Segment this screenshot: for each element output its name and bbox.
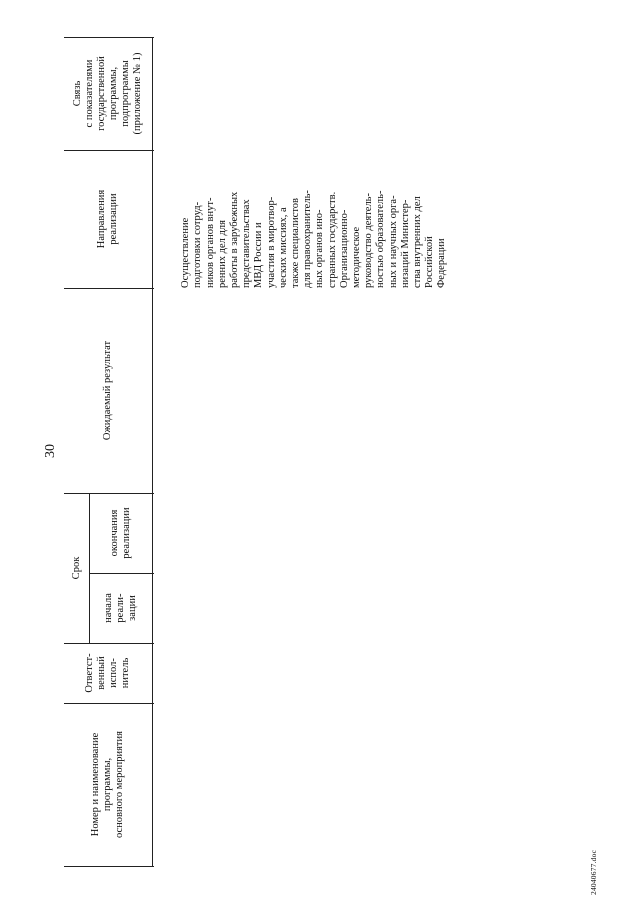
directions-cell-text: Осуществление подготовки сотруд- ников органов внут- ренних дел для работы в зарубежных представительствах МВД России и участия в миротвор- ческих миссиях, а также специалистов для правоохранитель- ных органов ино- странных государств. Организационно- методическое руководство деятель- ностью образователь- ных и научных орга- низаций Министер- ства внутренних дел Российской Федерации (180, 190, 448, 288)
header-term: Срок (70, 556, 82, 580)
table-border-bottom (64, 866, 154, 867)
header-directions: Направления реализации (96, 189, 119, 249)
header-expected-result: Ожидаемый результат (102, 340, 113, 441)
header-term-start: начала реали- зации (102, 593, 138, 623)
header-program: Номер и наименование программы, основного мероприятия (90, 731, 125, 838)
header-link: Связь с показателями государственной программы, подпрограммы (приложение № 1) (72, 52, 143, 135)
header-responsible: Ответст- венный испол- нитель (84, 653, 131, 693)
page-number-text: 30 (43, 444, 58, 458)
header-bottom-border (152, 37, 153, 866)
document-code: 24040677.doc (589, 849, 598, 895)
page-number (43, 444, 59, 458)
header-term-end: окончания реализации (108, 507, 132, 559)
